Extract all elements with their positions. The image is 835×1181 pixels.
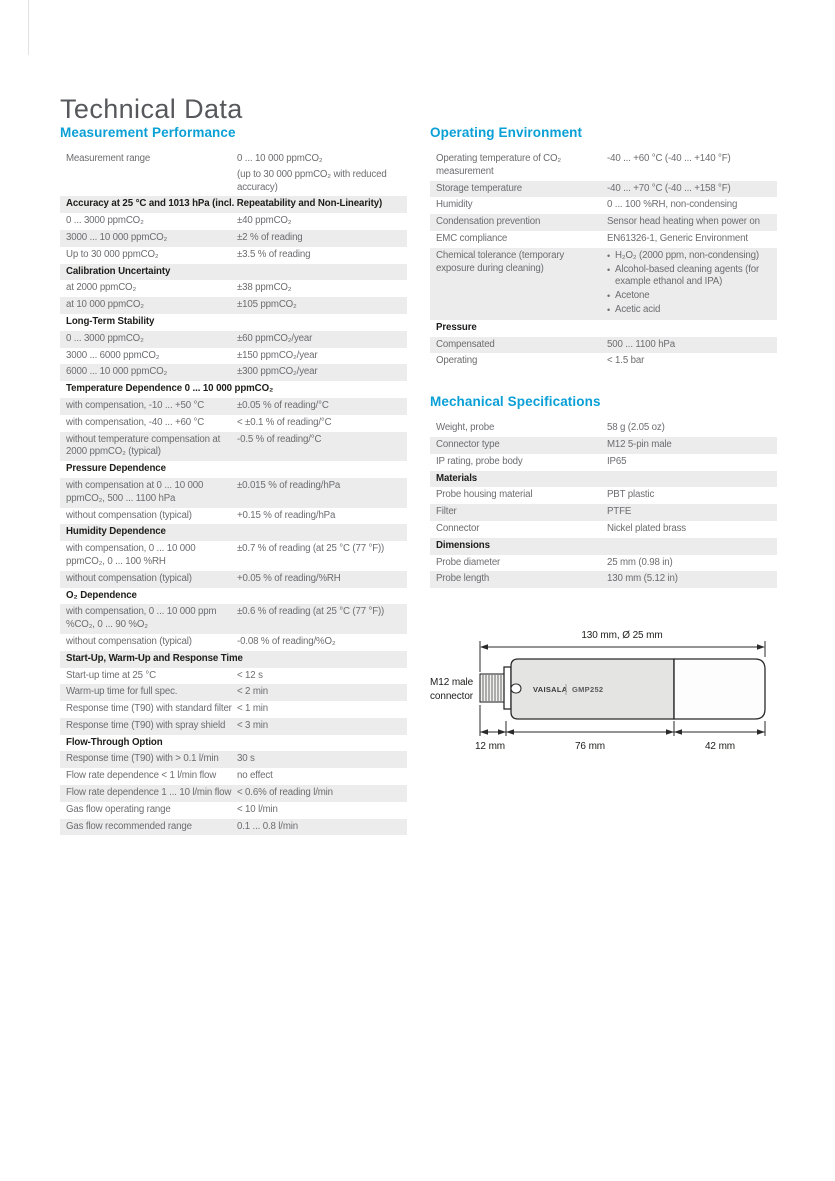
right-column	[430, 125, 777, 771]
table-row	[430, 214, 777, 231]
bullet-icon: •	[607, 291, 611, 302]
arrowhead-left-icon	[480, 644, 488, 649]
table-subheader-row	[430, 538, 777, 555]
bullet-text: Alcohol-based cleaning agents (for example ethanol and IPA)	[615, 263, 760, 288]
spec-value	[607, 489, 771, 502]
table-row	[430, 197, 777, 214]
spec-value-line: ±0.6 % of reading (at 25 °C (77 °F))	[237, 606, 385, 618]
spec-label: with compensation at 0 ... 10 000 ppmCO₂, 500 ... 1100 hPa	[66, 479, 204, 504]
spec-label: Probe diameter	[436, 556, 501, 568]
spec-value	[607, 233, 771, 246]
connector-label-line1: M12 male	[430, 677, 474, 689]
spec-value-line: < 1.5 bar	[607, 355, 645, 367]
table-subheader-row	[60, 735, 407, 752]
table-row	[430, 437, 777, 454]
spec-value-line: 0 ... 100 %RH, non-condensing	[607, 199, 738, 211]
spec-value	[607, 199, 771, 212]
model-label: GMP252	[572, 685, 604, 695]
spec-value-line: 58 g (2.05 oz)	[607, 422, 665, 434]
spec-value	[237, 821, 401, 834]
subheader-label: Flow-Through Option	[66, 736, 163, 748]
table-row	[430, 151, 777, 181]
table-row	[60, 718, 407, 735]
table-row	[60, 802, 407, 819]
spec-label: with compensation, 0 ... 10 000 ppmCO₂, 0 ... 100 %RH	[66, 543, 196, 567]
subheader-label: Dimensions	[436, 539, 490, 551]
table-subheader-row	[60, 264, 407, 281]
table-row	[60, 751, 407, 768]
table-row	[430, 454, 777, 471]
spec-value-line: 500 ... 1100 hPa	[607, 338, 675, 350]
section-mechanical-specifications	[430, 394, 777, 588]
spec-value-line: -0.5 % of reading/°C	[237, 433, 322, 445]
spec-value	[237, 606, 401, 632]
spec-value	[607, 339, 771, 352]
table-row	[60, 571, 407, 588]
operating-environment-table	[430, 151, 777, 370]
spec-label: Response time (T90) with spray shield	[66, 719, 226, 731]
table-subheader-row	[60, 196, 407, 213]
table-row	[60, 280, 407, 297]
spec-value-line: ±105 ppmCO₂	[237, 299, 297, 311]
subheader-label: Accuracy at 25 °C and 1013 hPa (incl. Repeatability and Non-Linearity)	[66, 198, 383, 210]
spec-value-line: (up to 30 000 ppmCO₂ with reduced accuracy)	[237, 168, 387, 193]
spec-value-line: < ±0.1 % of reading/°C	[237, 416, 332, 428]
spec-label: with compensation, -10 ... +50 °C	[66, 399, 205, 411]
page-crop-mark	[28, 0, 29, 55]
arrowhead-right-icon	[757, 729, 765, 734]
spec-value	[237, 153, 401, 194]
table-row	[430, 248, 777, 320]
spec-value	[237, 434, 401, 460]
table-row	[60, 508, 407, 525]
table-subheader-row	[60, 651, 407, 668]
spec-value	[607, 439, 771, 452]
subheader-label: Pressure Dependence	[66, 463, 166, 475]
table-subheader-row	[60, 461, 407, 478]
spec-label: 3000 ... 10 000 ppmCO₂	[66, 231, 168, 243]
spec-label: Chemical tolerance (temporary exposure during cleaning)	[436, 249, 565, 274]
spec-label: without temperature compensation at 2000 ppmCO₂ (typical)	[66, 433, 221, 458]
connector-dimension-label: 12 mm	[474, 741, 506, 753]
filter-dimension-label: 42 mm	[704, 741, 736, 753]
spec-label: Flow rate dependence < 1 l/min flow	[66, 770, 217, 782]
arrowhead-left-icon	[480, 729, 488, 734]
section-heading-mechanical-specifications: Mechanical Specifications	[430, 394, 601, 410]
table-row	[60, 213, 407, 230]
spec-label: Response time (T90) with > 0.1 l/min	[66, 753, 219, 765]
section-measurement-performance	[60, 125, 407, 835]
table-row	[60, 604, 407, 634]
bullet-icon: •	[607, 250, 611, 261]
table-row	[430, 353, 777, 370]
table-subheader-row	[60, 314, 407, 331]
spec-label: with compensation, -40 ... +60 °C	[66, 416, 205, 428]
table-row	[60, 785, 407, 802]
spec-label: Humidity	[436, 199, 473, 211]
spec-value-line: < 12 s	[237, 669, 263, 681]
table-row	[60, 432, 407, 462]
spec-label: Gas flow operating range	[66, 803, 171, 815]
probe-dimension-diagram	[430, 624, 790, 766]
spec-value-line: ±0.05 % of reading/°C	[237, 399, 329, 411]
spec-value	[237, 573, 401, 586]
spec-value	[237, 333, 401, 346]
brand-logo: VAISALA	[533, 685, 568, 695]
spec-value	[237, 703, 401, 716]
table-row	[60, 348, 407, 365]
subheader-label: Humidity Dependence	[66, 526, 166, 538]
section-heading-measurement-performance: Measurement Performance	[60, 125, 236, 140]
connector-label-line2: connector	[430, 691, 474, 703]
spec-value	[237, 804, 401, 817]
spec-value	[237, 232, 401, 245]
bullet-list-item	[607, 290, 771, 303]
spec-value-line: -40 ... +70 °C (-40 ... +158 °F)	[607, 182, 731, 194]
spec-value	[237, 215, 401, 228]
table-row	[430, 181, 777, 198]
spec-value-line: EN61326-1, Generic Environment	[607, 232, 748, 244]
spec-label: Connector	[436, 522, 480, 534]
spec-value-line: Nickel plated brass	[607, 522, 686, 534]
table-row	[430, 420, 777, 437]
bullet-text: Acetone	[615, 290, 650, 302]
spec-value	[237, 686, 401, 699]
spec-value	[237, 510, 401, 523]
spec-label: 0 ... 3000 ppmCO₂	[66, 332, 144, 344]
spec-value	[607, 422, 771, 435]
spec-value-line: +0.05 % of reading/%RH	[237, 572, 341, 584]
section-heading-operating-environment: Operating Environment	[430, 125, 583, 140]
spec-value-line: 0.1 ... 0.8 l/min	[237, 820, 298, 832]
table-row	[60, 415, 407, 432]
spec-value	[607, 456, 771, 469]
table-subheader-row	[60, 588, 407, 605]
spec-value-line: -40 ... +60 °C (-40 ... +140 °F)	[607, 153, 731, 164]
spec-label: without compensation (typical)	[66, 572, 192, 584]
spec-value	[607, 557, 771, 570]
spec-value	[237, 350, 401, 363]
probe-collar	[504, 667, 511, 709]
spec-value	[237, 770, 401, 783]
subheader-label: Start-Up, Warm-Up and Response Time	[66, 652, 243, 664]
measurement-performance-table	[60, 151, 407, 835]
spec-value-line: ±2 % of reading	[237, 231, 303, 243]
arrowhead-right-icon	[757, 644, 765, 649]
spec-value-line: no effect	[237, 770, 273, 782]
spec-value-line: 0 ... 10 000 ppmCO₂	[237, 153, 323, 164]
table-row	[60, 331, 407, 348]
probe-led-nub	[511, 684, 521, 693]
bullet-list-item	[607, 304, 771, 317]
spec-value-line: PBT plastic	[607, 489, 655, 501]
spec-value-line: ±0.015 % of reading/hPa	[237, 479, 341, 491]
table-row	[60, 151, 407, 196]
spec-label: Operating temperature of CO₂ measurement	[436, 153, 562, 177]
table-row	[430, 487, 777, 504]
spec-label: EMC compliance	[436, 232, 508, 244]
spec-value	[237, 417, 401, 430]
table-row	[430, 504, 777, 521]
spec-value-line: 130 mm (5.12 in)	[607, 573, 678, 585]
spec-label: Condensation prevention	[436, 216, 541, 228]
spec-label: Warm-up time for full spec.	[66, 686, 178, 698]
subheader-label: Calibration Uncertainty	[66, 265, 171, 277]
subheader-label: Long-Term Stability	[66, 315, 155, 327]
spec-label: with compensation, 0 ... 10 000 ppm %CO₂, 0 ... 90 %O₂	[66, 606, 217, 631]
spec-label: IP rating, probe body	[436, 455, 523, 467]
thread-hatching	[483, 675, 501, 701]
spec-value	[607, 355, 771, 368]
spec-value	[237, 787, 401, 800]
spec-value	[237, 249, 401, 262]
table-row	[60, 684, 407, 701]
table-row	[60, 768, 407, 785]
spec-label: without compensation (typical)	[66, 509, 192, 521]
spec-value-line: M12 5-pin male	[607, 438, 672, 450]
spec-value-line: Sensor head heating when power on	[607, 216, 760, 228]
table-row	[430, 571, 777, 588]
arrowhead-left-icon	[506, 729, 514, 734]
table-row	[60, 398, 407, 415]
table-row	[60, 247, 407, 264]
spec-label: Connector type	[436, 438, 500, 450]
table-subheader-row	[430, 471, 777, 488]
spec-value	[237, 282, 401, 295]
spec-label: 3000 ... 6000 ppmCO₂	[66, 349, 160, 361]
spec-value-line: +0.15 % of reading/hPa	[237, 509, 336, 521]
spec-value	[237, 720, 401, 733]
table-row	[60, 634, 407, 651]
spec-value	[237, 636, 401, 649]
spec-value-line: ±150 ppmCO₂/year	[237, 349, 318, 361]
spec-value	[237, 480, 401, 506]
spec-value-line: < 10 l/min	[237, 803, 278, 815]
spec-value	[237, 753, 401, 766]
spec-value-line: 30 s	[237, 753, 255, 765]
spec-label: Start-up time at 25 °C	[66, 669, 156, 681]
spec-label: without compensation (typical)	[66, 635, 192, 647]
section-operating-environment	[430, 125, 777, 370]
spec-value	[607, 506, 771, 519]
spec-label: at 2000 ppmCO₂	[66, 282, 137, 294]
spec-value-line: PTFE	[607, 506, 632, 518]
spec-label: Filter	[436, 506, 457, 518]
spec-value	[607, 573, 771, 586]
subheader-label: Materials	[436, 472, 478, 484]
probe-filter	[674, 659, 765, 719]
spec-label: Weight, probe	[436, 422, 495, 434]
spec-value	[237, 299, 401, 312]
spec-value-line: < 0.6% of reading l/min	[237, 787, 333, 799]
spec-value	[237, 543, 401, 569]
subheader-label: Temperature Dependence 0 ... 10 000 ppmCO₂	[66, 383, 274, 395]
table-subheader-row	[60, 524, 407, 541]
spec-value-line: ±60 ppmCO₂/year	[237, 332, 313, 344]
table-row	[430, 337, 777, 354]
table-row	[430, 555, 777, 572]
spec-value	[607, 523, 771, 536]
bullet-list-item	[607, 264, 771, 290]
bullet-text: H₂O₂ (2000 ppm, non-condensing)	[615, 249, 759, 261]
spec-label: Operating	[436, 355, 478, 367]
spec-value-line: ±0.7 % of reading (at 25 °C (77 °F))	[237, 543, 385, 555]
spec-value-line: ±3.5 % of reading	[237, 248, 311, 260]
spec-label: Response time (T90) with standard filter	[66, 703, 232, 715]
arrowhead-left-icon	[674, 729, 682, 734]
table-row	[430, 231, 777, 248]
spec-value-line: 25 mm (0.98 in)	[607, 556, 673, 568]
body-dimension-label: 76 mm	[574, 741, 606, 753]
spec-value	[607, 153, 771, 179]
spec-value-line: IP65	[607, 455, 627, 467]
table-row	[60, 819, 407, 836]
page-title: Technical Data	[60, 94, 243, 125]
arrowhead-right-icon	[666, 729, 674, 734]
left-column	[60, 125, 407, 859]
spec-value-line: ±300 ppmCO₂/year	[237, 366, 318, 378]
spec-value-line: < 3 min	[237, 719, 268, 731]
spec-label: Up to 30 000 ppmCO₂	[66, 248, 159, 260]
spec-value	[607, 183, 771, 196]
table-row	[60, 364, 407, 381]
bullet-icon: •	[607, 264, 611, 275]
spec-value	[607, 250, 771, 318]
spec-label: at 10 000 ppmCO₂	[66, 299, 144, 311]
spec-value	[237, 366, 401, 379]
spec-label: Compensated	[436, 338, 495, 350]
arrowhead-right-icon	[498, 729, 506, 734]
spec-label: Probe length	[436, 573, 490, 585]
spec-label: 6000 ... 10 000 ppmCO₂	[66, 366, 168, 378]
spec-label: 0 ... 3000 ppmCO₂	[66, 215, 144, 227]
spec-label: Flow rate dependence 1 ... 10 l/min flow	[66, 787, 232, 799]
mechanical-specifications-table	[430, 420, 777, 588]
table-row	[60, 230, 407, 247]
subheader-label: Pressure	[436, 321, 477, 333]
bullet-text: Acetic acid	[615, 303, 661, 315]
spec-label: Storage temperature	[436, 182, 523, 194]
overall-dimension-label: 130 mm, Ø 25 mm	[581, 630, 663, 642]
table-row	[60, 297, 407, 314]
subheader-label: O₂ Dependence	[66, 589, 137, 601]
table-row	[60, 701, 407, 718]
bullet-list-item	[607, 250, 771, 263]
table-subheader-row	[60, 381, 407, 398]
spec-value-line: ±38 ppmCO₂	[237, 282, 292, 294]
spec-value	[607, 216, 771, 229]
spec-value	[237, 670, 401, 683]
spec-value-line: < 2 min	[237, 686, 268, 698]
spec-label: Measurement range	[66, 153, 151, 164]
table-row	[60, 668, 407, 685]
spec-label: Probe housing material	[436, 489, 533, 501]
table-row	[60, 541, 407, 571]
spec-value	[237, 400, 401, 413]
table-row	[430, 521, 777, 538]
bullet-icon: •	[607, 304, 611, 315]
spec-label: Gas flow recommended range	[66, 820, 192, 832]
spec-value-line: < 1 min	[237, 703, 268, 715]
spec-value-line: ±40 ppmCO₂	[237, 215, 292, 227]
table-subheader-row	[430, 320, 777, 337]
table-row	[60, 478, 407, 508]
spec-value-line: -0.08 % of reading/%O₂	[237, 635, 336, 647]
